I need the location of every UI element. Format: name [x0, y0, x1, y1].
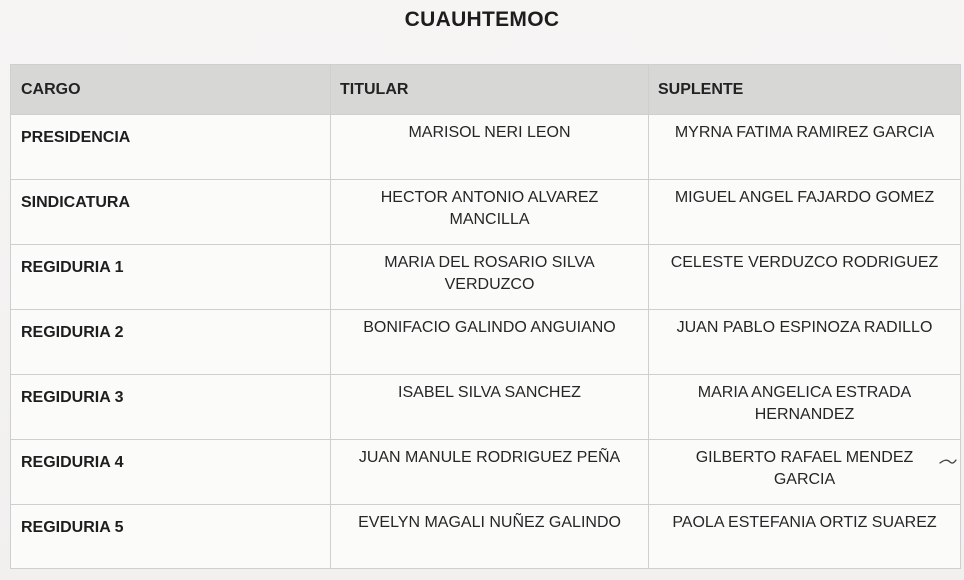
cell-cargo: REGIDURIA 3: [11, 375, 331, 440]
cell-suplente: JUAN PABLO ESPINOZA RADILLO: [649, 310, 961, 375]
table-row: [11, 440, 961, 505]
cell-cargo: REGIDURIA 5: [11, 505, 331, 569]
cell-cargo: PRESIDENCIA: [11, 115, 331, 180]
table-row: [11, 115, 961, 180]
table-header-row: [11, 65, 961, 115]
cell-titular: MARIA DEL ROSARIO SILVA VERDUZCO: [331, 245, 649, 310]
cell-cargo: REGIDURIA 2: [11, 310, 331, 375]
table-row: [11, 180, 961, 245]
page-title: CUAUHTEMOC: [404, 8, 560, 31]
header-titular: TITULAR: [331, 65, 649, 115]
cell-titular: MARISOL NERI LEON: [331, 115, 649, 180]
header-cargo: CARGO: [11, 65, 331, 115]
table-row: [11, 245, 961, 310]
cell-cargo: REGIDURIA 1: [11, 245, 331, 310]
cell-cargo: SINDICATURA: [11, 180, 331, 245]
table-row: [11, 375, 961, 440]
pen-mark-icon: [938, 454, 958, 468]
candidates-table: [10, 64, 961, 569]
cell-suplente: GILBERTO RAFAEL MENDEZ GARCIA: [649, 440, 961, 505]
cell-titular: HECTOR ANTONIO ALVAREZ MANCILLA: [331, 180, 649, 245]
header-suplente: SUPLENTE: [649, 65, 961, 115]
table-row: [11, 505, 961, 569]
table-row: [11, 310, 961, 375]
cell-suplente: CELESTE VERDUZCO RODRIGUEZ: [649, 245, 961, 310]
cell-suplente: MIGUEL ANGEL FAJARDO GOMEZ: [649, 180, 961, 245]
cell-cargo: REGIDURIA 4: [11, 440, 331, 505]
cell-suplente: PAOLA ESTEFANIA ORTIZ SUAREZ: [649, 505, 961, 569]
cell-titular: ISABEL SILVA SANCHEZ: [331, 375, 649, 440]
cell-suplente: MARIA ANGELICA ESTRADA HERNANDEZ: [649, 375, 961, 440]
cell-titular: JUAN MANULE RODRIGUEZ PEÑA: [331, 440, 649, 505]
cell-suplente: MYRNA FATIMA RAMIREZ GARCIA: [649, 115, 961, 180]
cell-titular: EVELYN MAGALI NUÑEZ GALINDO: [331, 505, 649, 569]
cell-titular: BONIFACIO GALINDO ANGUIANO: [331, 310, 649, 375]
